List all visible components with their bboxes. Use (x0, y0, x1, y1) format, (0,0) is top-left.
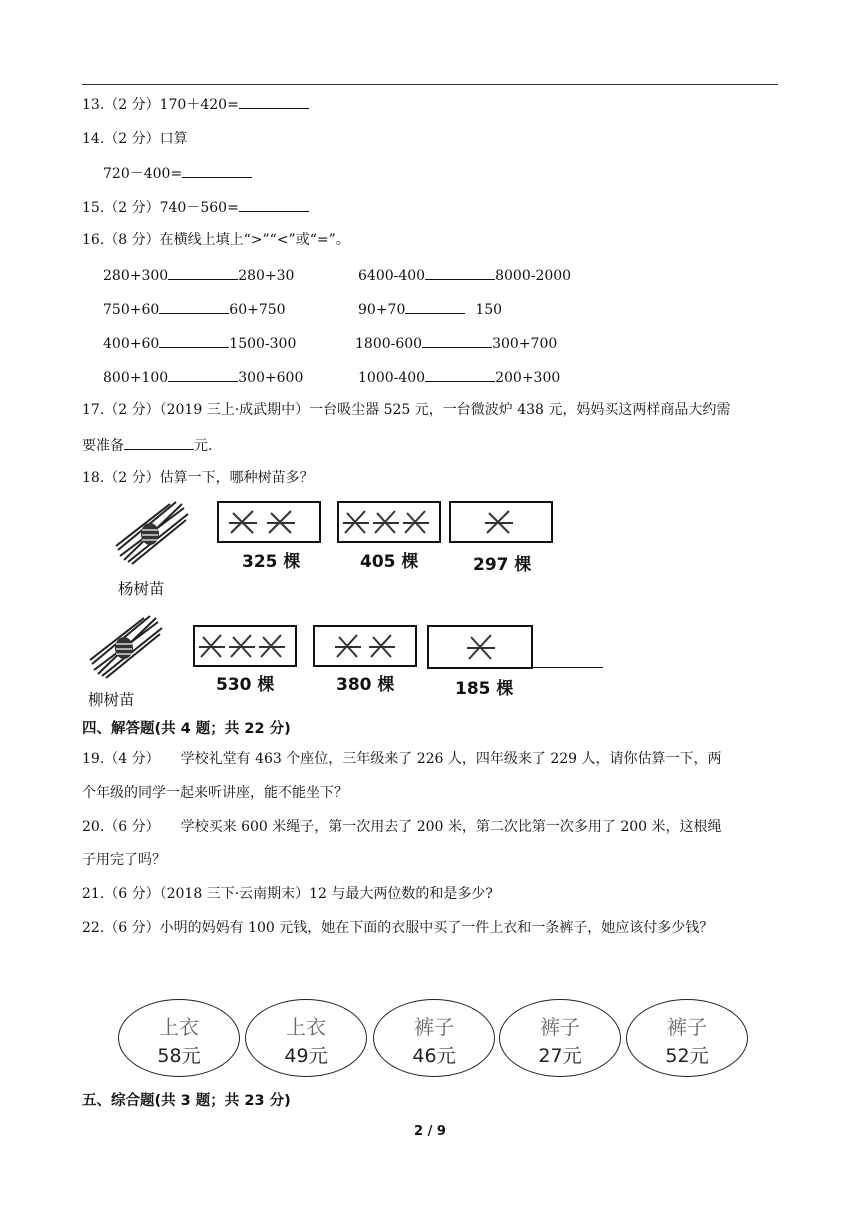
question-16: 16.（8 分）在横线上填上“>”“<”或“=”。 (82, 232, 350, 248)
q14-sub-text: 720－400= (103, 166, 183, 182)
poplar-box-2 (337, 501, 441, 543)
clothing-price: 27元 (538, 1045, 582, 1067)
compare-blank[interactable] (168, 265, 238, 280)
expr: 400+60 (103, 336, 160, 352)
poplar-box-1 (217, 501, 321, 543)
q16-row4-right (358, 367, 560, 387)
q17-answer-blank[interactable] (124, 435, 194, 450)
willow-count-2: 380 棵 (336, 675, 395, 695)
expr: 280+30 (238, 268, 295, 284)
q16-row3-right (355, 333, 557, 353)
clothing-name: 裤子 (414, 1015, 454, 1039)
q16-row3-left (103, 333, 296, 353)
clothing-name: 裤子 (540, 1015, 580, 1039)
clothing-item-4 (499, 999, 621, 1077)
q18-answer-blank[interactable] (533, 667, 603, 668)
section-5-title: 五、综合题(共 3 题；共 23 分) (82, 1093, 291, 1109)
q16-row2-right (358, 299, 502, 319)
clothing-item-2 (245, 999, 367, 1077)
expr: 150 (475, 302, 503, 318)
seedling-bundle-icon (195, 627, 295, 665)
question-14: 14.（2 分）口算 (82, 131, 188, 147)
header-rule (82, 84, 778, 85)
question-21: 21.（6 分）（2018 三下·云南期末）12 与最大两位数的和是多少? (82, 886, 493, 902)
page-number: 2 / 9 (414, 1124, 446, 1139)
question-19-line2: 个年级的同学一起来听讲座，能不能坐下？ (82, 785, 348, 801)
willow-seedling-bundle-icon (86, 612, 166, 682)
seedling-bundle-icon (315, 627, 415, 665)
seedling-bundle-icon (339, 503, 439, 541)
poplar-label: 杨树苗 (118, 580, 165, 598)
q15-text: 15.（2 分）740－560= (82, 200, 239, 216)
poplar-count-1: 325 棵 (242, 552, 301, 572)
q17-text-a: 要准备 (82, 438, 124, 454)
question-15 (82, 197, 309, 217)
expr: 90+70 (358, 302, 406, 318)
clothing-price: 46元 (412, 1045, 456, 1067)
clothing-item-1 (118, 999, 240, 1077)
q16-row1-left (103, 265, 294, 285)
clothing-price: 49元 (284, 1045, 328, 1067)
question-22: 22.（6 分）小明的妈妈有 100 元钱，她在下面的衣服中买了一件上衣和一条裤子，她应该付多少钱？ (82, 920, 714, 936)
question-20-line2: 子用完了吗？ (82, 852, 166, 868)
expr: 6400-400 (358, 268, 426, 284)
question-17-line1: 17.（2 分）（2019 三上·成武期中）一台吸尘器 525 元，一台微波炉 438 元，妈妈买这两样商品大约需 (82, 402, 731, 418)
clothing-price: 52元 (665, 1045, 709, 1067)
expr: 280+300 (103, 268, 169, 284)
willow-count-3: 185 棵 (455, 679, 514, 699)
clothing-item-5 (626, 999, 748, 1077)
seedling-bundle-icon (451, 503, 551, 541)
question-20-line1: 20.（6 分） 学校买来 600 米绳子，第一次用去了 200 米，第二次比第一次多用了 200 米，这根绳 (82, 819, 722, 835)
compare-blank[interactable] (168, 367, 238, 382)
expr: 8000-2000 (495, 268, 572, 284)
q14-answer-blank[interactable] (182, 163, 252, 178)
expr: 1000-400 (358, 370, 426, 386)
compare-blank[interactable] (159, 299, 229, 314)
q16-row4-left (103, 367, 303, 387)
willow-box-1 (193, 625, 297, 667)
expr: 200+300 (495, 370, 561, 386)
clothing-price: 58元 (157, 1045, 201, 1067)
expr: 300+600 (238, 370, 304, 386)
willow-count-1: 530 棵 (216, 675, 275, 695)
question-19-line1: 19.（4 分） 学校礼堂有 463 个座位，三年级来了 226 人，四年级来了 229 人，请你估算一下，两 (82, 751, 722, 767)
willow-label: 柳树苗 (88, 691, 135, 709)
compare-blank[interactable] (422, 333, 492, 348)
q15-answer-blank[interactable] (239, 197, 309, 212)
compare-blank[interactable] (425, 265, 495, 280)
poplar-seedling-bundle-icon (112, 498, 192, 568)
question-13 (82, 94, 309, 114)
q13-answer-blank[interactable] (239, 94, 309, 109)
expr: 1500-300 (229, 336, 297, 352)
q13-text: 13.（2 分）170＋420= (82, 97, 239, 113)
seedling-bundle-icon (219, 503, 319, 541)
clothing-name: 裤子 (667, 1015, 707, 1039)
poplar-count-2: 405 棵 (360, 552, 419, 572)
q17-text-b: 元. (194, 438, 213, 454)
q16-row1-right (358, 265, 571, 285)
expr: 800+100 (103, 370, 169, 386)
compare-blank[interactable] (159, 333, 229, 348)
section-4-title: 四、解答题(共 4 题；共 22 分) (82, 721, 291, 737)
poplar-count-3: 297 棵 (473, 555, 532, 575)
willow-box-2 (313, 625, 417, 667)
seedling-bundle-icon (429, 627, 531, 667)
poplar-box-3 (449, 501, 553, 543)
q16-row2-left (103, 299, 286, 319)
clothing-item-3 (373, 999, 495, 1077)
expr: 300+700 (492, 336, 558, 352)
question-18: 18.（2 分）估算一下，哪种树苗多？ (82, 470, 314, 486)
willow-box-3 (427, 625, 533, 669)
expr: 1800-600 (355, 336, 423, 352)
compare-blank[interactable] (405, 299, 465, 314)
expr: 750+60 (103, 302, 160, 318)
clothing-name: 上衣 (286, 1015, 326, 1039)
compare-blank[interactable] (425, 367, 495, 382)
clothing-name: 上衣 (159, 1015, 199, 1039)
question-17-line2 (82, 435, 212, 455)
expr: 60+750 (229, 302, 286, 318)
question-14-sub (103, 163, 252, 183)
